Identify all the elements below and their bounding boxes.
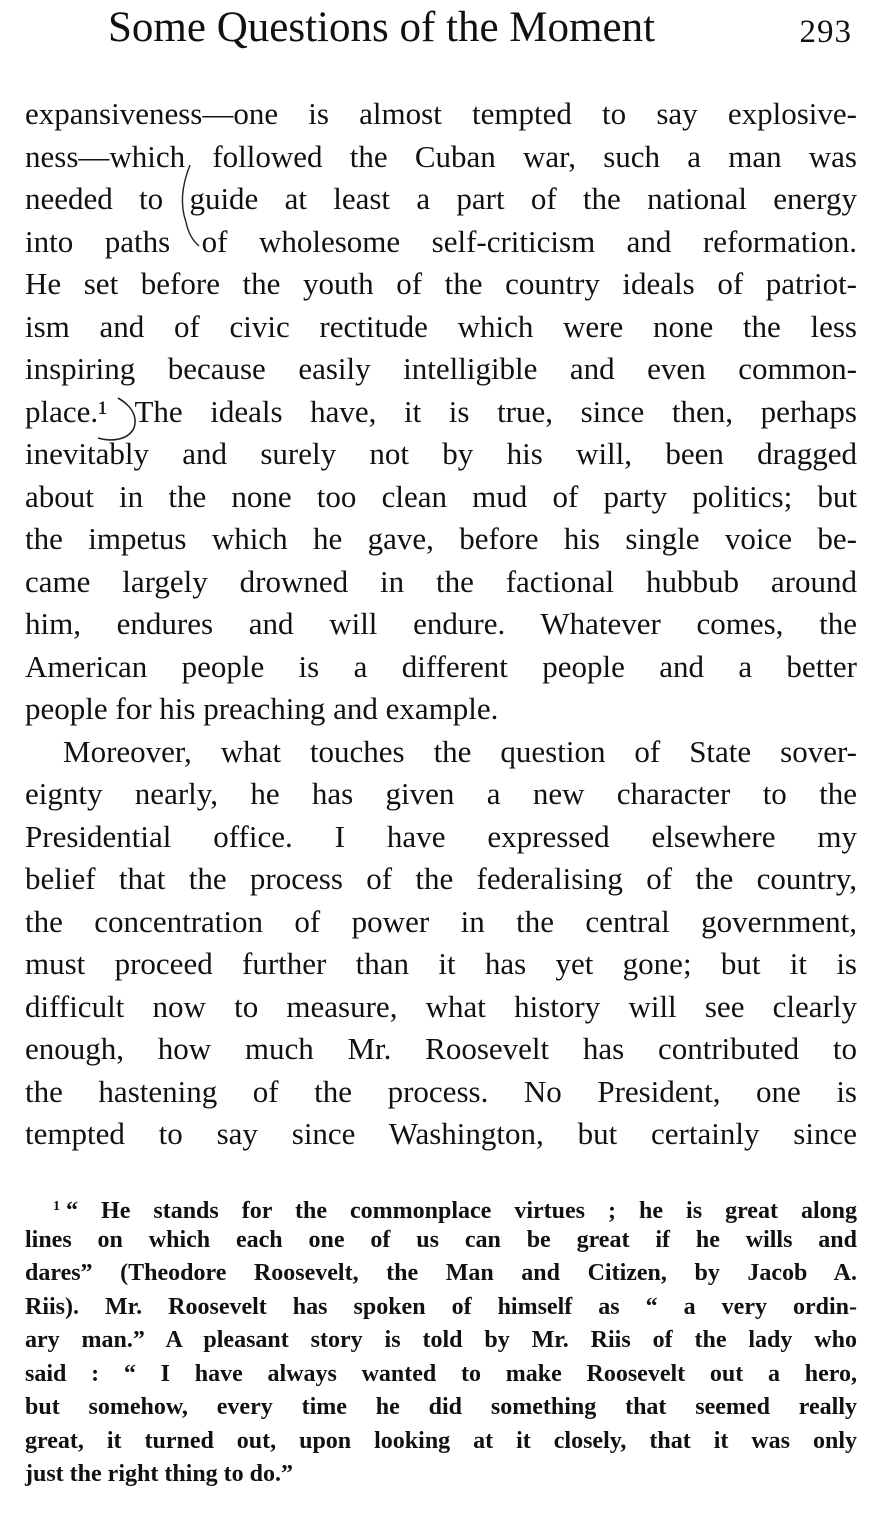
body-line: inevitably and surely not by his will, been dragged: [25, 436, 857, 471]
body-line: him, endures and will endure. Whatever comes, the: [25, 606, 857, 641]
body-line: belief that the process of the federalising of the country,: [25, 861, 857, 896]
footnote-line: just the right thing to do.”: [25, 1461, 294, 1487]
footnote-line: Riis). Mr. Roosevelt has spoken of himself as “ a very ordin-: [25, 1293, 857, 1320]
footnote-line: ary man.” A pleasant story is told by Mr. Riis of the lady who: [25, 1327, 857, 1353]
body-text: [25, 93, 857, 1156]
body-line: American people is a different people and a better: [25, 648, 857, 684]
footnote-text: “ He stands for the commonplace virtues ; he is great along: [66, 1198, 857, 1224]
body-line: tempted to say since Washington, but certainly since: [25, 1116, 857, 1151]
body-line: He set before the youth of the country ideals of patriot-: [25, 266, 857, 301]
page-number: 293: [799, 14, 852, 50]
body-line: eignty nearly, he has given a new character to the: [25, 776, 857, 811]
body-line: inspiring because easily intelligible and even common-: [25, 351, 857, 386]
body-line: the hastening of the process. No President, one is: [25, 1073, 857, 1109]
body-line: people for his preaching and example.: [25, 691, 499, 726]
body-line: Moreover, what touches the question of State sover-: [63, 733, 857, 769]
footnote-line: lines on which each one of us can be great if he wills and: [25, 1226, 857, 1253]
body-line: ism and of civic rectitude which were none the less: [25, 308, 857, 344]
body-line: expansiveness—one is almost tempted to say explosive-: [25, 96, 857, 131]
body-line: ness—which followed the Cuban war, such a man was: [25, 138, 857, 174]
footnote-line: dares” (Theodore Roosevelt, the Man and Citizen, by Jacob A.: [25, 1260, 857, 1286]
body-line: Presidential office. I have expressed elsewhere my: [25, 818, 857, 854]
footnote-line: but somehow, every time he did something that seemed really: [25, 1394, 857, 1420]
body-line: the concentration of power in the central government,: [25, 903, 857, 939]
footnote-line: [25, 1190, 857, 1224]
body-line: into paths of wholesome self-criticism and reformation.: [25, 223, 857, 259]
body-line: needed to guide at least a part of the national energy: [25, 181, 857, 216]
footnote-marker: 1: [53, 1199, 60, 1214]
running-head-title: Some Questions of the Moment: [108, 4, 656, 51]
body-line: about in the none too clean mud of party politics; but: [25, 478, 857, 514]
body-line: must proceed further than it has yet gone; but it is: [25, 946, 857, 981]
footnote-line: said : “ I have always wanted to make Roosevelt out a hero,: [25, 1360, 857, 1387]
body-line: place.¹ The ideals have, it is true, since then, perhaps: [25, 393, 857, 429]
body-line: difficult now to measure, what history will see clearly: [25, 988, 857, 1024]
footnote-line: great, it turned out, upon looking at it closely, that it was only: [25, 1427, 857, 1454]
running-head: [108, 0, 860, 56]
body-line: enough, how much Mr. Roosevelt has contributed to: [25, 1031, 857, 1066]
body-line: came largely drowned in the factional hubbub around: [25, 563, 857, 599]
footnote: [25, 1190, 857, 1492]
body-line: the impetus which he gave, before his single voice be-: [25, 521, 857, 556]
